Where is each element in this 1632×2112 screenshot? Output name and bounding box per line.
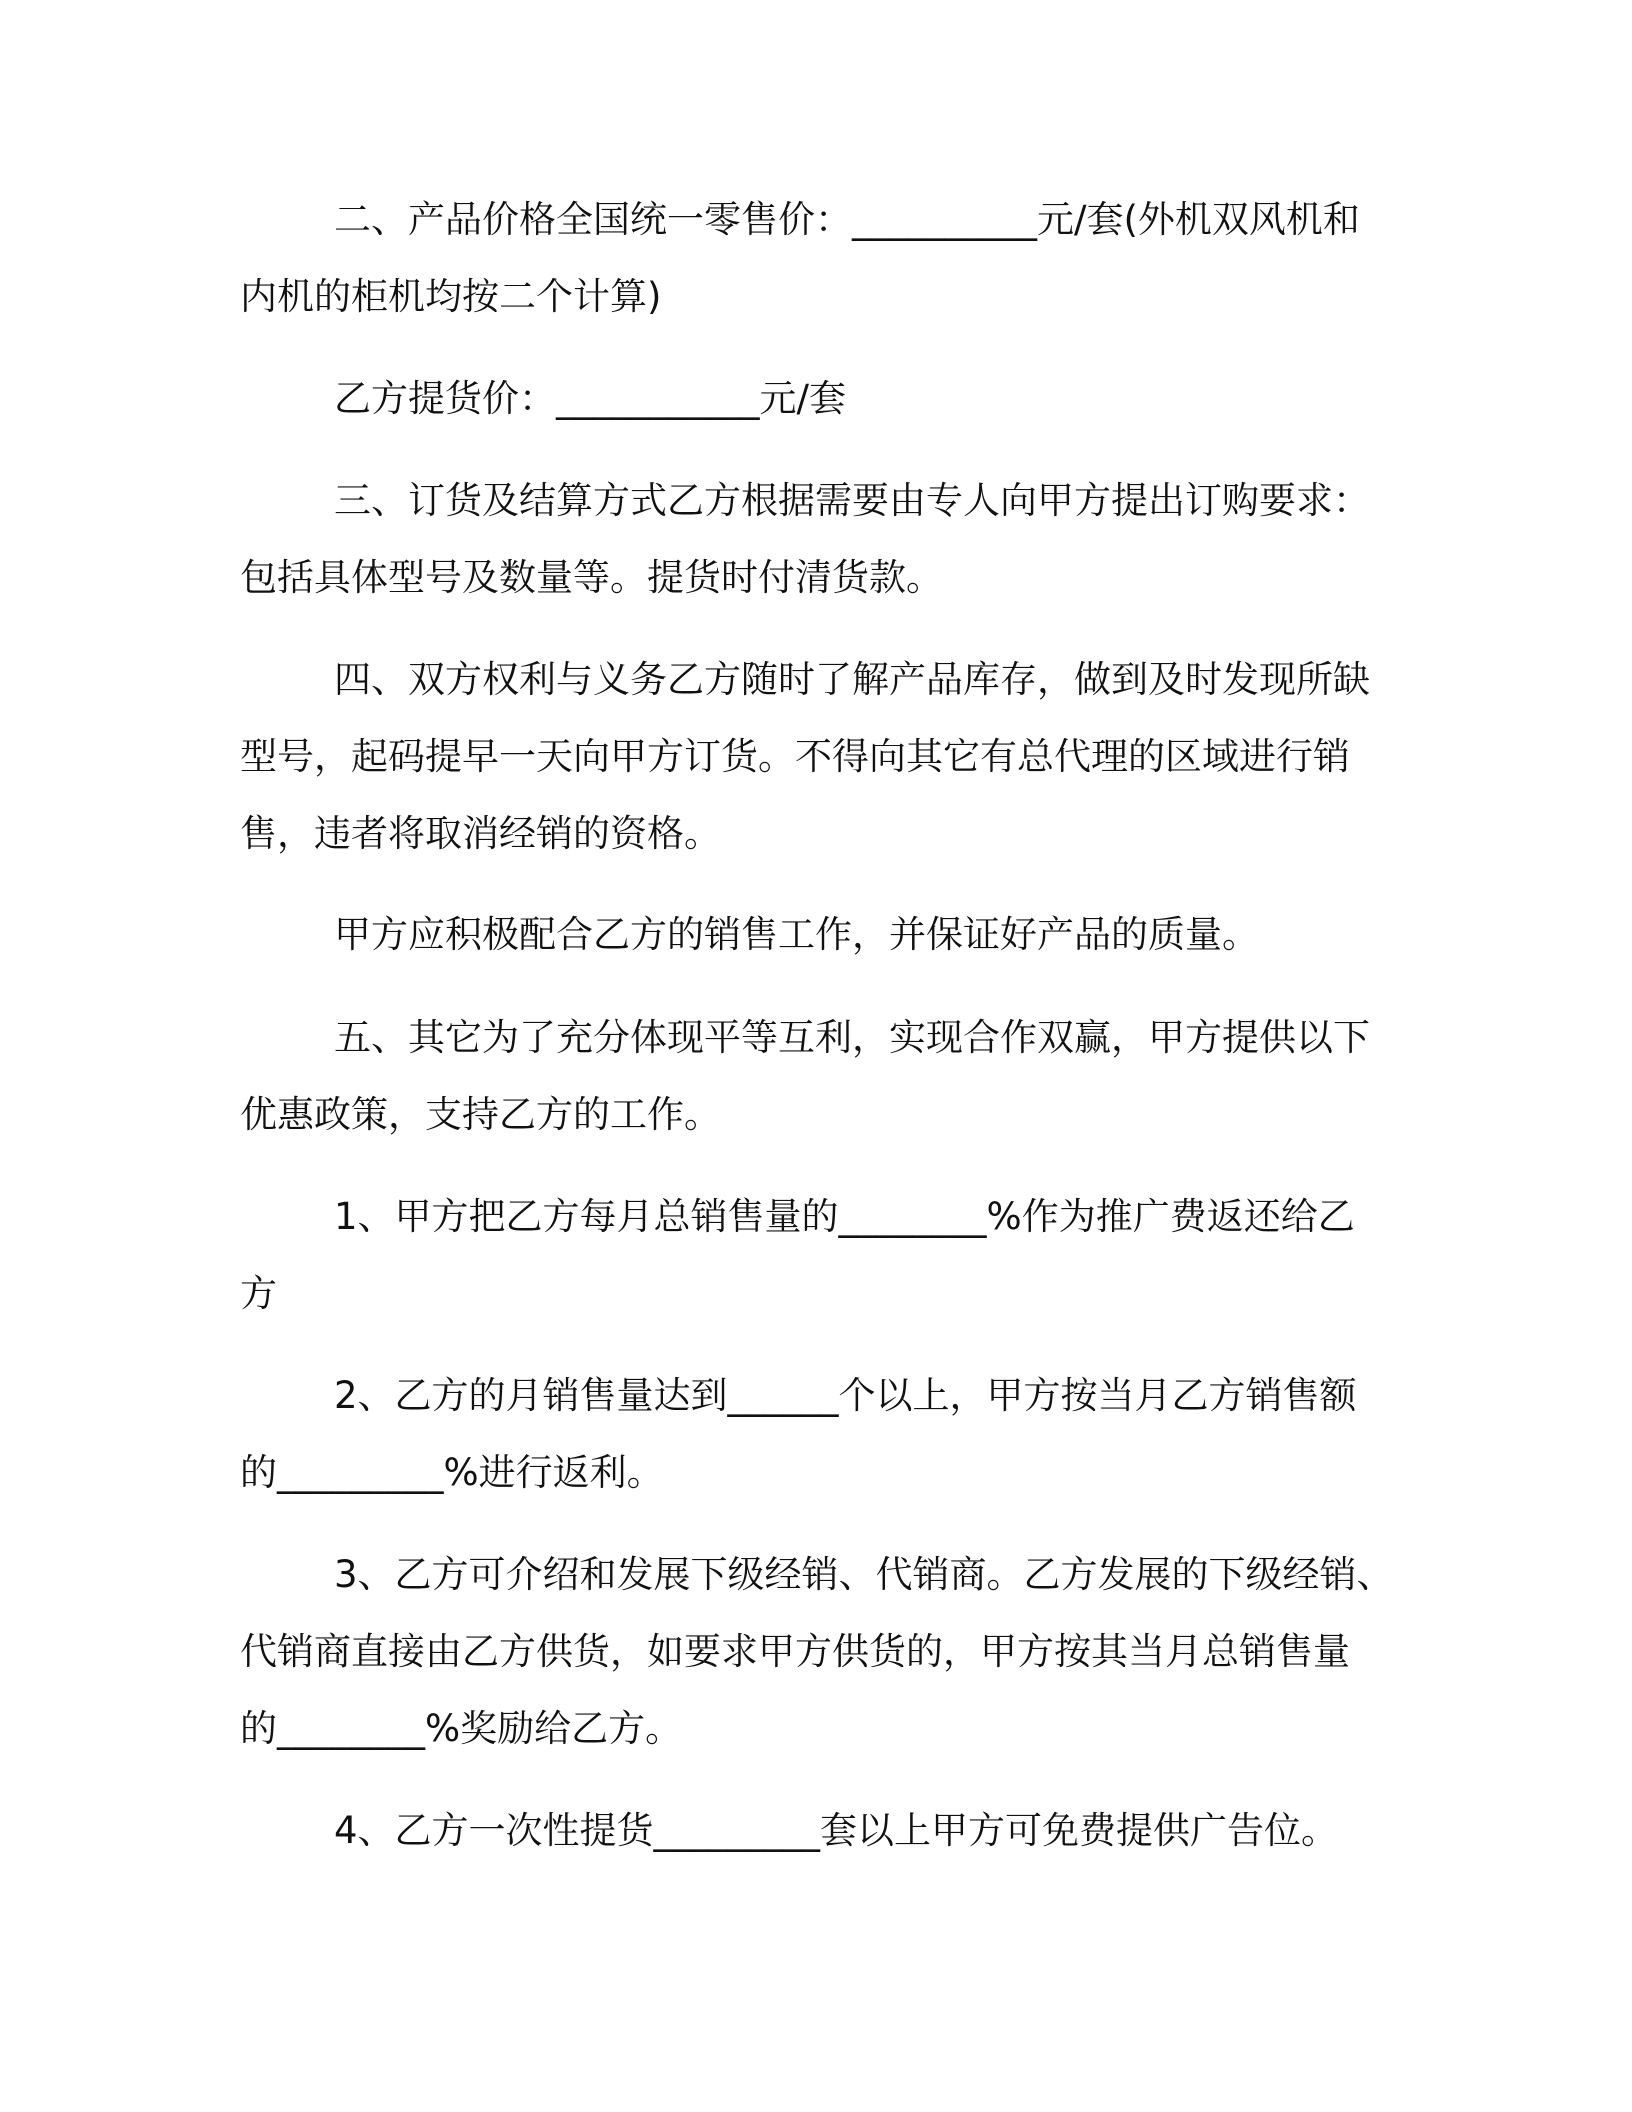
clause-3-line-1: 三、订货及结算方式乙方根据需要由专人向甲方提出订购要求：: [334, 479, 1370, 522]
item-1-line-2: 方: [240, 1272, 277, 1315]
clause-5-line-1: 五、其它为了充分体现平等互利，实现合作双赢，甲方提供以下: [334, 1016, 1370, 1059]
clause-5-line-2: 优惠政策，支持乙方的工作。: [240, 1093, 721, 1136]
item-1-line-1: 1、甲方把乙方每月总销售量的________%作为推广费返还给乙: [334, 1195, 1355, 1238]
clause-4-line-3: 售，违者将取消经销的资格。: [240, 812, 721, 855]
item-4-line-1: 4、乙方一次性提货_________套以上甲方可免费提供广告位。: [334, 1809, 1339, 1852]
clause-4-line-1: 四、双方权利与义务乙方随时了解产品库存，做到及时发现所缺: [334, 658, 1370, 701]
item-2-line-2: 的_________%进行返利。: [240, 1451, 664, 1494]
item-2-line-1: 2、乙方的月销售量达到______个以上，甲方按当月乙方销售额: [334, 1374, 1357, 1417]
item-3-line-2: 代销商直接由乙方供货，如要求甲方供货的，甲方按其当月总销售量: [240, 1630, 1350, 1673]
clause-3-line-2: 包括具体型号及数量等。提货时付清货款。: [240, 556, 943, 599]
item-3-line-1: 3、乙方可介绍和发展下级经销、代销商。乙方发展的下级经销、: [334, 1553, 1394, 1596]
pickup-price-line: 乙方提货价：___________元/套: [334, 377, 846, 420]
clause-2-line-1: 二、产品价格全国统一零售价：__________元/套(外机双风机和: [334, 198, 1360, 241]
party-a-duty-line: 甲方应积极配合乙方的销售工作，并保证好产品的质量。: [334, 913, 1259, 956]
item-3-line-3: 的________%奖励给乙方。: [240, 1707, 683, 1750]
clause-2-line-2: 内机的柜机均按二个计算): [240, 275, 662, 318]
clause-4-line-2: 型号，起码提早一天向甲方订货。不得向其它有总代理的区域进行销: [240, 735, 1350, 778]
